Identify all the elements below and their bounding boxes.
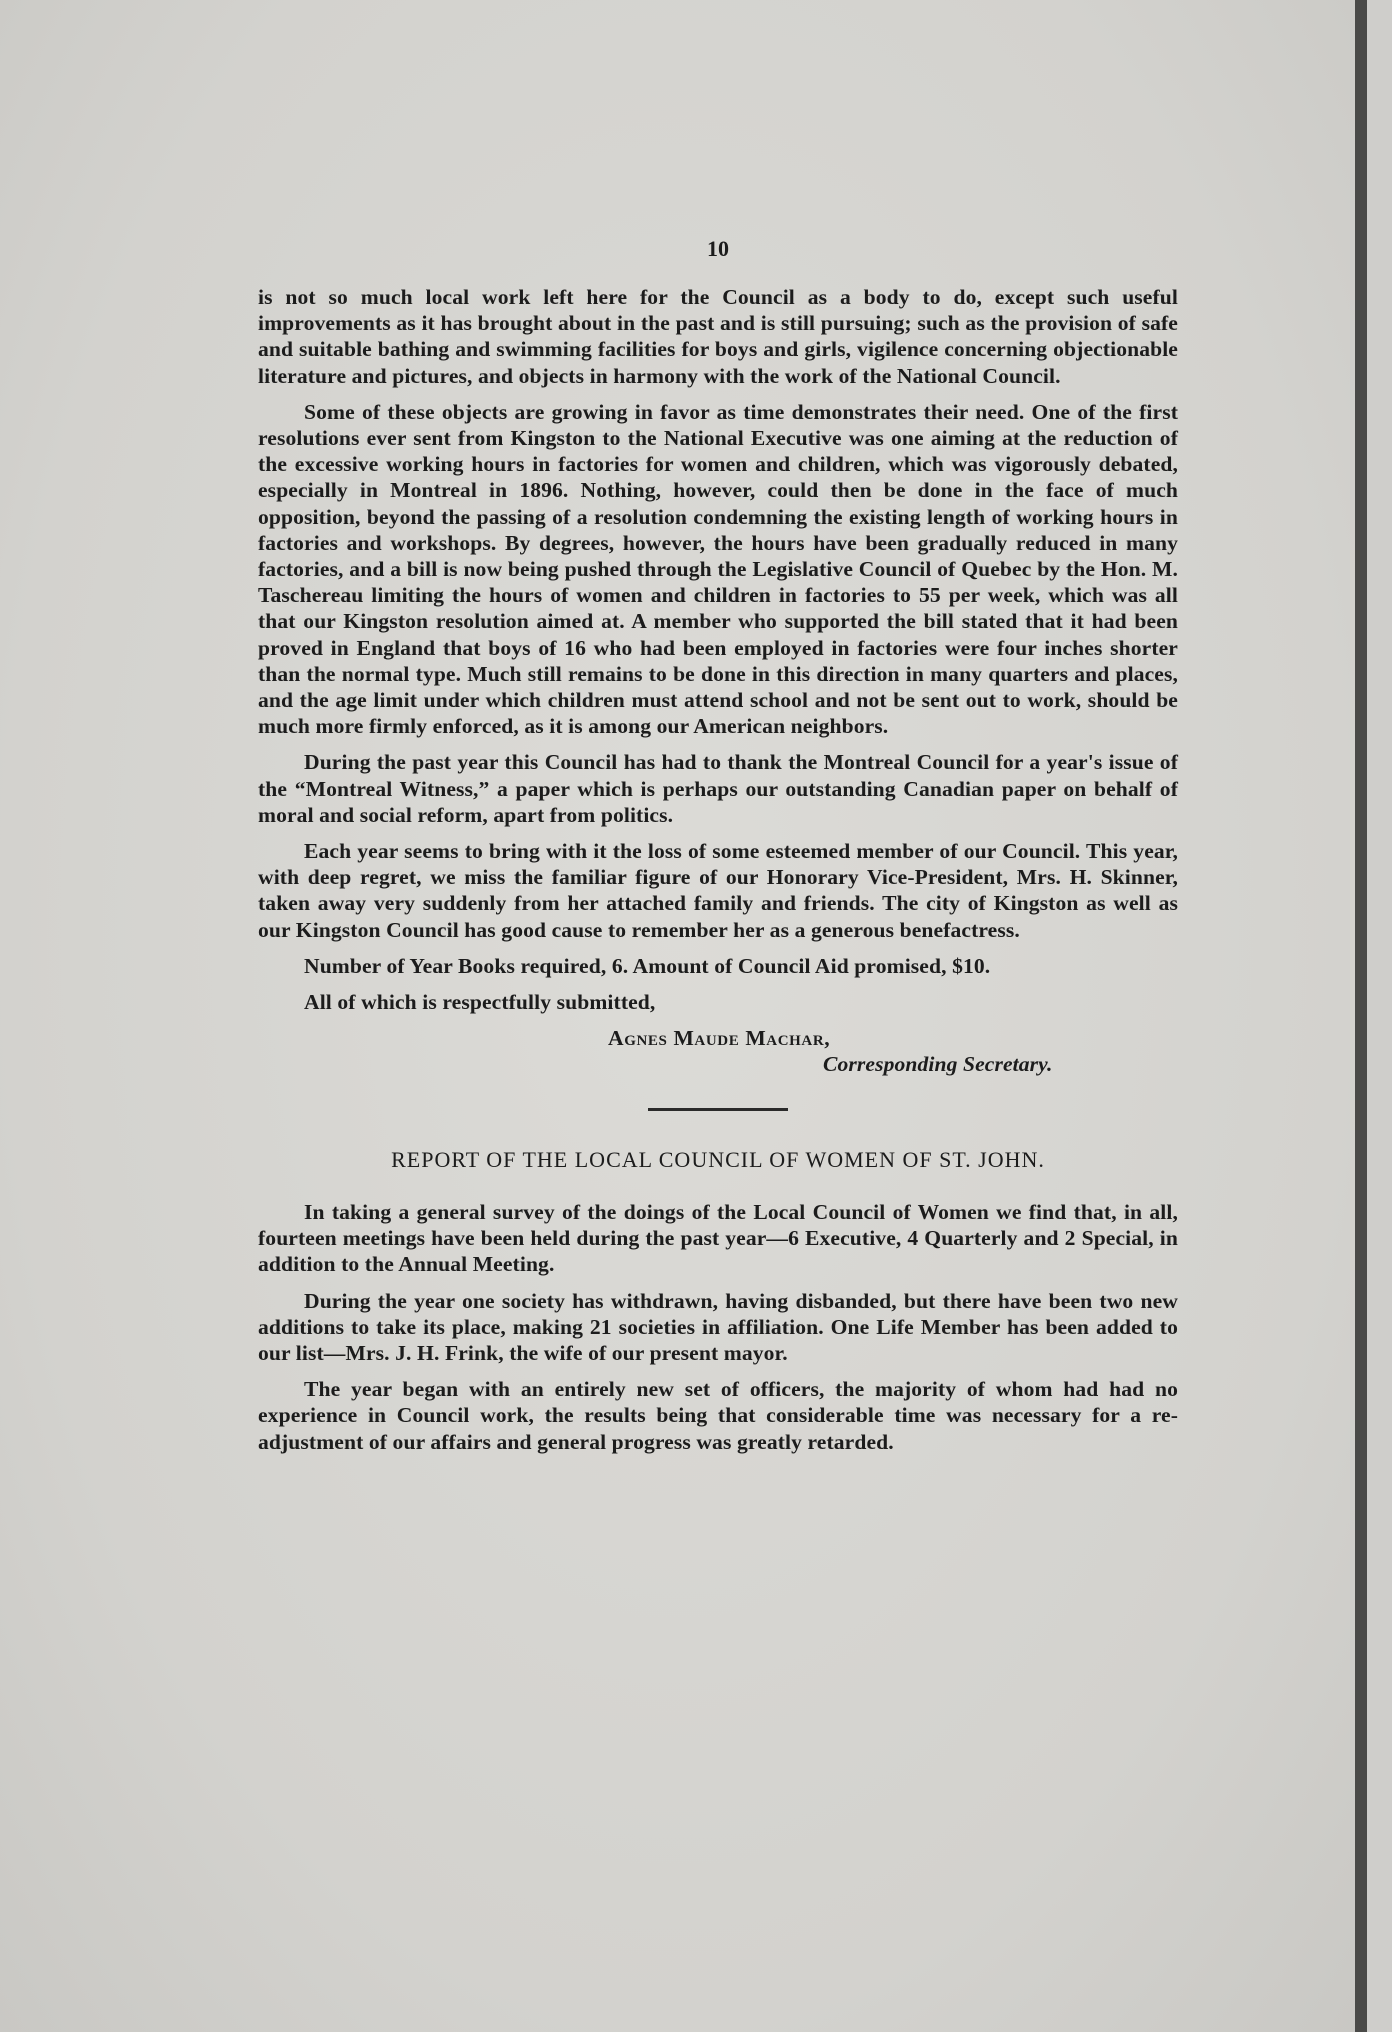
book-spine [1355,0,1367,2032]
body-text [258,284,1178,1465]
section-divider [648,1108,788,1111]
paragraph: In taking a general survey of the doings of the Local Council of Women we find that, in all, fourteen meetings have been held during the past year—6 Executive, 4 Quarterly and 2 Special, in addition to the Annual Meeting. [258,1199,1178,1277]
paragraph: Some of these objects are growing in favor as time demonstrates their need. One of the first resolutions ever sent from Kingston to the National Executive was one aiming at the reduction of the excessive working hours in factories for women and children, which was vigorously debated, especially in Montreal in 1896. Nothing, however, could then be done in the face of much opposition, beyond the passing of a resolution condemning the existing length of working hours in factories and workshops. By degrees, however, the hours have been gradually reduced in many factories, and a bill is now being pushed through the Legislative Council of Quebec by the Hon. M. Taschereau limiting the hours of women and children in factories to 55 per week, which was all that our Kingston resolution aimed at. A member who supported the bill stated that it had been proved in England that boys of 16 who had been employed in factories were four inches shorter than the normal type. Much still remains to be done in this direction in many quarters and places, and the age limit under which children must attend school and not be sent out to work, should be much more firmly enforced, as it is among our American neighbors. [258,399,1178,739]
signatory-name: Agnes Maude Machar, [608,1026,831,1051]
paragraph: The year began with an entirely new set of officers, the majority of whom had had no experience in Council work, the results being that considerable time was necessary for a re-adjustment of our affairs and general progress was greatly retarded. [258,1377,1178,1454]
page-number: 10 [707,236,729,261]
paragraph: During the past year this Council has had to thank the Montreal Council for a year's issue of the “Montreal Witness,” a paper which is perhaps our outstanding Canadian paper on behalf of moral and social reform, apart from politics. [258,750,1178,827]
closing-line: All of which is respectfully submitted, [304,990,656,1015]
section-heading: REPORT OF THE LOCAL COUNCIL OF WOMEN OF ST. JOHN. [391,1146,1045,1172]
paragraph: Each year seems to bring with it the loss of some esteemed member of our Council. This year, with deep regret, we miss the familiar figure of our Honorary Vice-President, Mrs. H. Skinner, taken away very suddenly from her attached family and friends. The city of Kingston as well as our Kingston Council has good cause to remember her as a generous benefactress. [258,839,1178,942]
facing-page-edge [1367,0,1392,2032]
paragraph: During the year one society has withdrawn, having disbanded, but there have been two new additions to take its place, making 21 societies in affiliation. One Life Member has been added to our list—Mrs. J. H. Frink, the wife of our present mayor. [258,1288,1178,1365]
signature-block [258,1025,1178,1077]
signatory-title: Corresponding Secretary. [823,1052,1053,1077]
paragraph: Number of Year Books required, 6. Amount of Council Aid promised, $10. [304,953,991,978]
paragraph: is not so much local work left here for the Council as a body to do, except such useful improvements as it has brought about in the past and is still pursuing; such as the provision of safe and suitable bathing and swimming facilities for boys and girls, vigilence concerning objectionable literature and pictures, and objects in harmony with the work of the National Council. [258,285,1178,388]
